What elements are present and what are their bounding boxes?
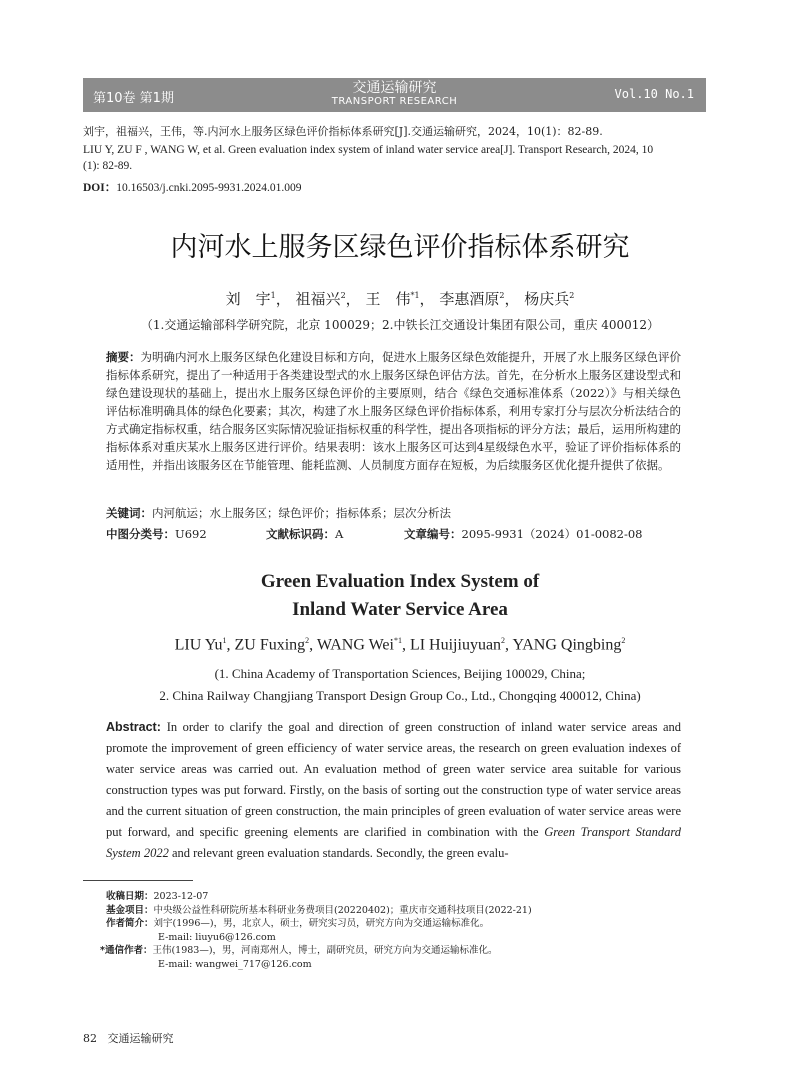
volume-issue-cn: 第10卷 第1期 (93, 91, 174, 106)
article-id-label: 文章编号： (404, 527, 462, 541)
author-affil-mark: 2 (501, 636, 506, 645)
received-label: 收稿日期： (106, 891, 154, 902)
author-affil-mark: *1 (393, 636, 402, 645)
keywords-cn (106, 504, 681, 522)
affiliations-en (0, 663, 800, 707)
author-name: 祖福兴 (295, 290, 341, 308)
author-name: 杨庆兵 (524, 290, 570, 308)
abstract-italic-ref: Green Transport Standard System 2022 (106, 825, 681, 860)
affiliations-cn: （1.交通运输部科学研究院，北京 100029；2.中铁长江交通设计集团有限公司，重庆 400012） (140, 318, 660, 332)
keywords-label-cn: 关键词： (106, 506, 152, 520)
abstract-label-colon: : (156, 720, 167, 734)
journal-name (83, 80, 706, 108)
footnote-fund (106, 904, 706, 918)
journal-name-cn: 交通运输研究 (352, 80, 437, 96)
author-email[interactable]: E-mail: liuyu6@126.com (158, 931, 276, 943)
author-name: 李惠酒原 (439, 290, 500, 308)
abstract-cn (106, 348, 681, 474)
doc-code-label: 文献标识码： (266, 527, 335, 541)
journal-header-bar (83, 78, 706, 112)
article-id-value: 2095-9931（2024）01-0082-08 (461, 527, 643, 541)
abstract-label-en: Abstract (106, 720, 157, 734)
author-name: ZU Fuxing (234, 636, 306, 654)
abstract-text-cn: 为明确内河水上服务区绿色化建设目标和方向，促进水上服务区绿色效能提升，开展了水上服务区绿色评价指标体系研究，提出了一种适用于各类建设型式的水上服务区绿色评估方法。首先，在分析水上服务区建设型式和绿色建设现状的基础上，提出水上服务区绿色评价的主要原则，结合《绿色交通标准体系（2022）》与相关绿色评估标准明确具体的绿色化要素；其次，构建了水上服务区绿色评价指标体系，利用专家打分与层次分析法结合的方式确定指标权重，结合服务区实际情况验证指标权重的科学性，提出各项指标的评分方法；最后，运用所构建的指标体系对重庆某水上服务区进行评价。结果表明：该水上服务区可达到4星级绿色水平，验证了评价指标体系的适用性，并指出该服务区在节能管理、能耗监测、人员制度方面存在短板，为后续服务区优化提升提供了依据。 (106, 350, 681, 472)
keywords-text-cn: 内河航运；水上服务区；绿色评价；指标体系；层次分析法 (152, 506, 451, 520)
doi-link[interactable]: 10.16503/j.cnki.2095-9931.2024.01.009 (116, 182, 302, 194)
author-bio-text: 刘宇(1996—)，男，北京人，硕士，研究实习员，研究方向为交通运输标准化。 (153, 918, 490, 929)
journal-name-en: TRANSPORT RESEARCH (331, 96, 458, 107)
corresponding-email[interactable]: E-mail: wangwei_717@126.com (158, 958, 312, 970)
doi-line (83, 180, 302, 196)
volume-issue-en: Vol.10 No.1 (614, 87, 694, 101)
author-affil-mark: 2 (621, 636, 626, 645)
clc-label: 中图分类号： (106, 527, 175, 541)
abstract-text-en-1: In order to clarify the goal and direction of green construction of inland water service areas and promote the improvement of green efficiency of water service areas, the research on green evaluation indexes of water service areas was carried out. An evaluation method of green water service area suitable for various construction types was put forward. Firstly, on the basis of sorting out the construction type of water service areas and the current situation of green construction, the main principles of green evaluation of water service areas were put forward, and specific greening elements are clarified in combination with the (106, 720, 682, 839)
author-affil-mark: 1 (222, 636, 227, 645)
abstract-en (106, 717, 681, 864)
author-name: 王 伟 (365, 290, 411, 308)
page-number: 82 (83, 1032, 97, 1045)
footnotes (100, 890, 706, 971)
page-footer (83, 1030, 174, 1046)
fund-label: 基金项目： (106, 904, 154, 916)
author-affil-mark: *1 (410, 291, 420, 300)
author-affil-mark: 2 (305, 636, 310, 645)
authors-en: LIU Yu$^1$, ZU Fuxing$^2$, WANG Wei$^{*1}$, LI Huijiuyuan$^2$, YANG Qingbing$^2$ (174, 636, 626, 654)
author-affil-mark: 2 (340, 291, 346, 300)
affiliation-en-line1: (1. China Academy of Transportation Sciences, Beijing 100029, China; (214, 666, 586, 681)
abstract-label-cn: 摘要： (106, 350, 141, 364)
author-name: 刘 宇 (225, 290, 271, 308)
footer-journal: 交通运输研究 (107, 1032, 174, 1045)
citation-en-line2: (1): 82-89. (83, 160, 133, 172)
paper-title-en (0, 568, 800, 624)
paper-title-en-line2: Inland Water Service Area (292, 599, 508, 620)
footnote-author (106, 917, 706, 931)
doi-label: DOI： (83, 182, 117, 194)
abstract-text-en-2: and relevant green evaluation standards. Secondly, the green evalu- (168, 846, 509, 860)
paper-title-cn: 内河水上服务区绿色评价指标体系研究 (170, 232, 630, 263)
author-name: YANG Qingbing (512, 636, 622, 654)
fund-text: 中央级公益性科研院所基本科研业务费项目(20220402)；重庆市交通科技项目(2022-21) (153, 904, 532, 916)
corresponding-label: *通信作者： (100, 945, 153, 956)
author-bio-label: 作者简介： (106, 918, 154, 929)
affiliation-en-line2: 2. China Railway Changjiang Transport Design Group Co., Ltd., Chongqing 400012, China) (159, 688, 641, 703)
corresponding-text: 王伟(1983—)，男，河南郑州人，博士，副研究员，研究方向为交通运输标准化。 (152, 945, 498, 956)
author-affil-mark: 2 (569, 291, 575, 300)
citation-cn: 刘宇，祖福兴，王伟，等.内河水上服务区绿色评价指标体系研究[J].交通运输研究，2024，10(1)：82-89. (83, 125, 603, 138)
footnote-received (106, 890, 706, 904)
author-name: LI Huijiuyuan (409, 636, 502, 654)
received-date: 2023-12-07 (153, 891, 209, 902)
paper-title-en-line1: Green Evaluation Index System of (260, 571, 540, 592)
footnote-corresponding (100, 944, 706, 958)
author-name: LIU Yu (174, 636, 223, 654)
author-name: WANG Wei (316, 636, 394, 654)
authors-cn: 刘 宇$^1$， 祖福兴$^2$， 王 伟$^{*1}$， 李惠酒原$^2$， 杨庆兵$^2$ (225, 290, 575, 308)
author-affil-mark: 1 (270, 291, 276, 300)
doc-code-value: A (335, 527, 344, 541)
citation-en-line1: LIU Y, ZU F , WANG W, et al. Green evaluation index system of inland water service area[J]. Transport Research, 2024, 10 (83, 144, 654, 156)
footnote-divider (83, 880, 193, 881)
author-affil-mark: 2 (499, 291, 505, 300)
clc-value: U692 (175, 527, 207, 541)
